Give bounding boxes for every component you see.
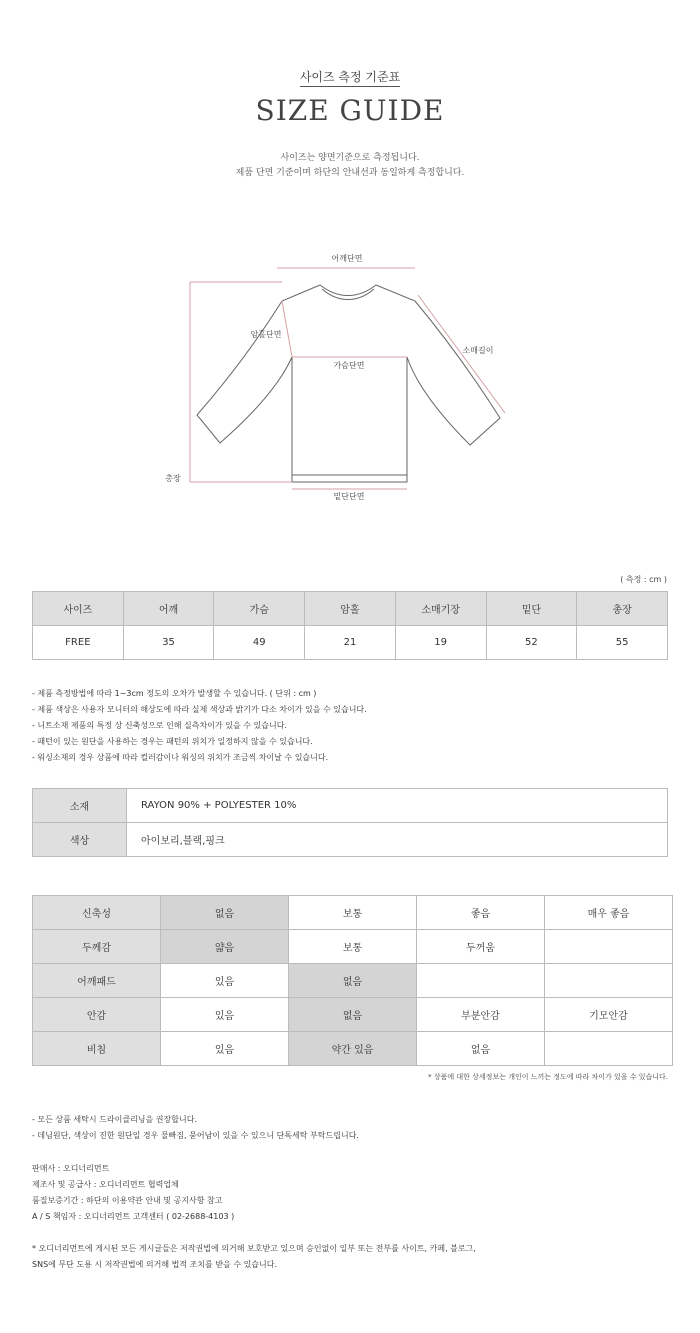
fabric-row	[33, 789, 668, 823]
measurement-unit: ( 측정 : cm )	[620, 575, 667, 584]
size-cell: 52	[486, 626, 577, 660]
property-label: 어깨패드	[33, 964, 161, 998]
property-option	[545, 1032, 673, 1066]
size-cell: FREE	[33, 626, 124, 660]
color-label: 색상	[33, 823, 127, 857]
armhole-guide-line	[282, 301, 292, 357]
seller-info-line: 제조사 및 공급사 : 오디너리먼트 협력업체	[32, 1180, 179, 1189]
property-row-stretch	[33, 896, 673, 930]
size-header-cell: 총장	[577, 592, 668, 626]
size-cell: 35	[123, 626, 214, 660]
property-label: 두께감	[33, 930, 161, 964]
size-table-header-row	[33, 592, 668, 626]
property-option	[417, 964, 545, 998]
seller-info-line: 판매사 : 오디너리먼트	[32, 1164, 110, 1173]
size-header-cell: 소매기장	[395, 592, 486, 626]
size-cell: 19	[395, 626, 486, 660]
property-option	[545, 964, 673, 998]
property-option: 매우 좋음	[545, 896, 673, 930]
note-line: - 제품 측정방법에 따라 1~3cm 정도의 오차가 발생할 수 있습니다. ( 단위 : cm )	[32, 689, 317, 698]
hem-label: 밑단단면	[333, 492, 365, 501]
size-cell: 49	[214, 626, 305, 660]
property-option: 있음	[161, 998, 289, 1032]
property-option: 보통	[289, 896, 417, 930]
property-option: 없음	[417, 1032, 545, 1066]
shoulder-label: 어깨단면	[331, 254, 363, 263]
property-option-selected: 얇음	[161, 930, 289, 964]
material-table	[32, 788, 668, 857]
size-header-cell: 사이즈	[33, 592, 124, 626]
property-label: 신축성	[33, 896, 161, 930]
garment-measurement-diagram	[160, 245, 540, 510]
length-label: 총장	[165, 474, 181, 483]
seller-info-line: A / S 책임자 : 오디너리먼트 고객센터 ( 02-2688-4103 )	[32, 1212, 235, 1221]
property-option: 기모안감	[545, 998, 673, 1032]
property-row-sheerness	[33, 1032, 673, 1066]
subtitle-line-2: 제품 단면 기준이며 하단의 안내선과 동일하게 측정합니다.	[235, 168, 465, 178]
property-option: 부분안감	[417, 998, 545, 1032]
seller-info-line: 품질보증기간 : 하단의 이용약관 안내 및 공지사항 참고	[32, 1196, 223, 1205]
size-cell: 21	[305, 626, 396, 660]
care-line: - 모든 상품 세탁시 드라이클리닝을 권장합니다.	[32, 1115, 197, 1124]
fabric-properties-table	[32, 895, 673, 1066]
property-option: 두꺼움	[417, 930, 545, 964]
size-header-cell: 어깨	[123, 592, 214, 626]
care-line: - 데님원단, 색상이 진한 원단일 경우 물빠짐, 묻어남이 있을 수 있으니 단독세탁 부탁드립니다.	[32, 1131, 359, 1140]
property-option: 있음	[161, 964, 289, 998]
property-option-selected: 없음	[161, 896, 289, 930]
size-header-cell: 밑단	[486, 592, 577, 626]
property-row-shoulder-pad	[33, 964, 673, 998]
size-header-cell: 가슴	[214, 592, 305, 626]
color-row	[33, 823, 668, 857]
size-cell: 55	[577, 626, 668, 660]
property-option: 보통	[289, 930, 417, 964]
color-value: 아이보리,블랙,핑크	[127, 823, 668, 857]
copyright-line: * 오디너리먼트에 게시된 모든 게시글들은 저작권법에 의거해 보호받고 있으며 승인없이 일부 또는 전부를 사이트, 카페, 블로그,	[32, 1244, 476, 1253]
page-title-english: SIZE GUIDE	[255, 94, 445, 127]
property-label: 안감	[33, 998, 161, 1032]
sweater-outline	[197, 285, 500, 482]
property-option: 있음	[161, 1032, 289, 1066]
note-line: - 패턴이 있는 원단을 사용하는 경우는 패턴의 위치가 일정하지 않을 수 있습니다.	[32, 737, 313, 746]
guide-lines	[190, 268, 505, 489]
note-line: - 제품 색상은 사용자 모니터의 해상도에 따라 실제 색상과 밝기가 다소 차이가 있을 수 있습니다.	[32, 705, 367, 714]
note-line: - 워싱소재의 경우 상품에 따라 컬러감이나 워싱의 위치가 조금씩 차이날 수 있습니다.	[32, 753, 329, 762]
property-option-selected: 없음	[289, 998, 417, 1032]
subtitle-line-1: 사이즈는 양면기준으로 측정됩니다.	[280, 153, 420, 163]
note-line: - 니트소재 제품의 특정 상 신축성으로 인해 실측차이가 있을 수 있습니다.	[32, 721, 287, 730]
page-title-korean: 사이즈 측정 기준표	[0, 68, 700, 85]
property-option	[545, 930, 673, 964]
armhole-label: 암홀단면	[250, 330, 282, 339]
sleeve-label: 소매길이	[462, 346, 494, 355]
properties-note: * 상품에 대한 상세정보는 개인이 느끼는 정도에 따라 차이가 있을 수 있습니다.	[428, 1073, 668, 1081]
property-option: 좋음	[417, 896, 545, 930]
copyright-line: SNS에 무단 도용 시 저작권법에 의거해 법적 조치를 받을 수 있습니다.	[32, 1260, 278, 1269]
property-row-lining	[33, 998, 673, 1032]
property-row-thickness	[33, 930, 673, 964]
size-header-cell: 암홀	[305, 592, 396, 626]
fabric-value: RAYON 90% + POLYESTER 10%	[127, 789, 668, 823]
fabric-label: 소재	[33, 789, 127, 823]
property-option-selected: 약간 있음	[289, 1032, 417, 1066]
size-table	[32, 591, 668, 660]
chest-label: 가슴단면	[333, 361, 365, 370]
size-table-row	[33, 626, 668, 660]
property-option-selected: 없음	[289, 964, 417, 998]
property-label: 비침	[33, 1032, 161, 1066]
